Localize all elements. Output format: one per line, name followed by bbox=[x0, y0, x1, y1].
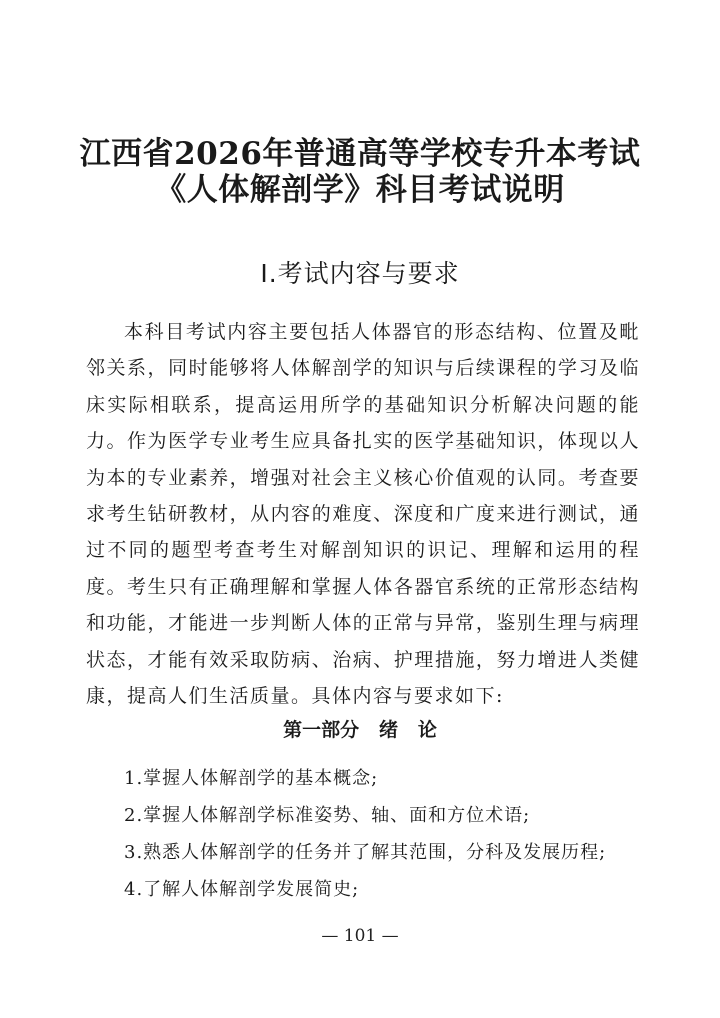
document-title-line-1: 江西省2026年普通高等学校专升本考试 bbox=[79, 136, 641, 172]
requirements-list bbox=[124, 760, 644, 908]
section-heading: Ⅰ.考试内容与要求 bbox=[260, 259, 460, 288]
intro-paragraph: 本科目考试内容主要包括人体器官的形态结构、位置及毗邻关系，同时能够将人体解剖学的知识与后续课程的学习及临床实际相联系，提高运用所学的基础知识分析解决问题的能力。作为医学专业考生应具备扎实的医学基础知识，体现以人为本的专业素养，增强对社会主义核心价值观的认同。考查要求考生钻研教材，从内容的难度、深度和广度来进行测试，通过不同的题型考查考生对解剖知识的识记、理解和运用的程度。考生只有正确理解和掌握人体各器官系统的正常形态结构和功能，才能进一步判断人体的正常与异常，鉴别生理与病理状态，才能有效采取防病、治病、护理措施，努力增进人类健康，提高人们生活质量。具体内容与要求如下: bbox=[86, 321, 640, 708]
list-item: 3.熟悉人体解剖学的任务并了解其范围，分科及发展历程; bbox=[124, 842, 607, 863]
part-heading: 第一部分 绪 论 bbox=[283, 719, 437, 741]
list-item: 2.掌握人体解剖学标准姿势、轴、面和方位术语; bbox=[124, 805, 531, 826]
page-number: — 101 — bbox=[321, 926, 399, 946]
list-item: 4.了解人体解剖学发展简史; bbox=[124, 879, 360, 900]
document-title-line-2: 《人体解剖学》科目考试说明 bbox=[155, 172, 565, 208]
list-item: 1.掌握人体解剖学的基本概念; bbox=[124, 768, 379, 789]
